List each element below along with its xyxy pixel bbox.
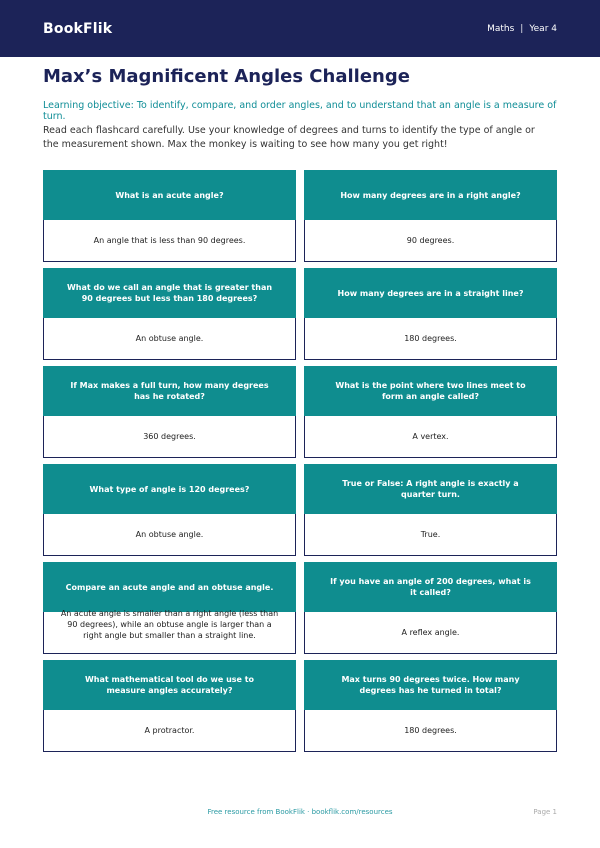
flashcard [43,366,296,458]
intro-text: Read each flashcard carefully. Use your knowledge of degrees and turns to identify the type of angle or the measurement shown. Max the monkey is waiting to see how many you get right! [43,125,535,150]
flashcard-question: What is the point where two lines meet to form an angle called? [304,366,557,416]
flashcard [304,464,557,556]
year-label: Year 4 [529,23,557,34]
page-number: Page 1 [533,808,557,816]
header-bar [0,0,600,57]
flashcard-answer-text: An acute angle is smaller than a right angle (less than 90 degrees), while an obtuse angle is larger than a right angle but smaller than a straight line. [60,609,279,640]
flashcard [304,268,557,360]
flashcard-answer: 180 degrees. [304,318,557,360]
flashcard-answer: 180 degrees. [304,710,557,752]
page-footer [0,808,600,820]
brand-logo[interactable]: BookFlik [43,20,113,37]
flashcard [304,366,557,458]
flashcard [43,464,296,556]
flashcard-question: How many degrees are in a right angle? [304,170,557,220]
flashcard-answer: A vertex. [304,416,557,458]
flashcard [43,660,296,752]
flashcard [43,170,296,262]
page-title: Max’s Magnificent Angles Challenge [43,66,410,87]
flashcard-answer: A protractor. [43,710,296,752]
learning-objective: Learning objective: To identify, compare, and order angles, and to understand that an angle is a measure of turn. [43,100,557,122]
flashcard-question: If you have an angle of 200 degrees, what is it called? [304,562,557,612]
flashcard-question: What mathematical tool do we use to measure angles accurately? [43,660,296,710]
flashcard-answer [43,609,296,654]
flashcard-answer: An angle that is less than 90 degrees. [43,220,296,262]
footer-link[interactable]: Free resource from BookFlik · bookflik.com/resources [207,808,393,816]
flashcard [304,660,557,752]
flashcard-question: What is an acute angle? [43,170,296,220]
flashcard-answer: 90 degrees. [304,220,557,262]
flashcard-answer: 360 degrees. [43,416,296,458]
meta-separator: | [520,23,524,34]
flashcard-grid [43,170,557,752]
flashcard-question: Compare an acute angle and an obtuse angle. [43,562,296,612]
flashcard [43,268,296,360]
flashcard-question: True or False: A right angle is exactly a quarter turn. [304,464,557,514]
flashcard-question: Max turns 90 degrees twice. How many degrees has he turned in total? [304,660,557,710]
flashcard-answer: An obtuse angle. [43,318,296,360]
flashcard-answer: An obtuse angle. [43,514,296,556]
subject-label: Maths [487,23,515,34]
flashcard [43,562,296,654]
flashcard-answer: A reflex angle. [304,612,557,654]
flashcard [304,562,557,654]
flashcard [304,170,557,262]
flashcard-answer: True. [304,514,557,556]
flashcard-question: What type of angle is 120 degrees? [43,464,296,514]
flashcard-question: How many degrees are in a straight line? [304,268,557,318]
subject-meta [487,24,557,34]
flashcard-question: What do we call an angle that is greater than 90 degrees but less than 180 degrees? [43,268,296,318]
flashcard-question: If Max makes a full turn, how many degrees has he rotated? [43,366,296,416]
